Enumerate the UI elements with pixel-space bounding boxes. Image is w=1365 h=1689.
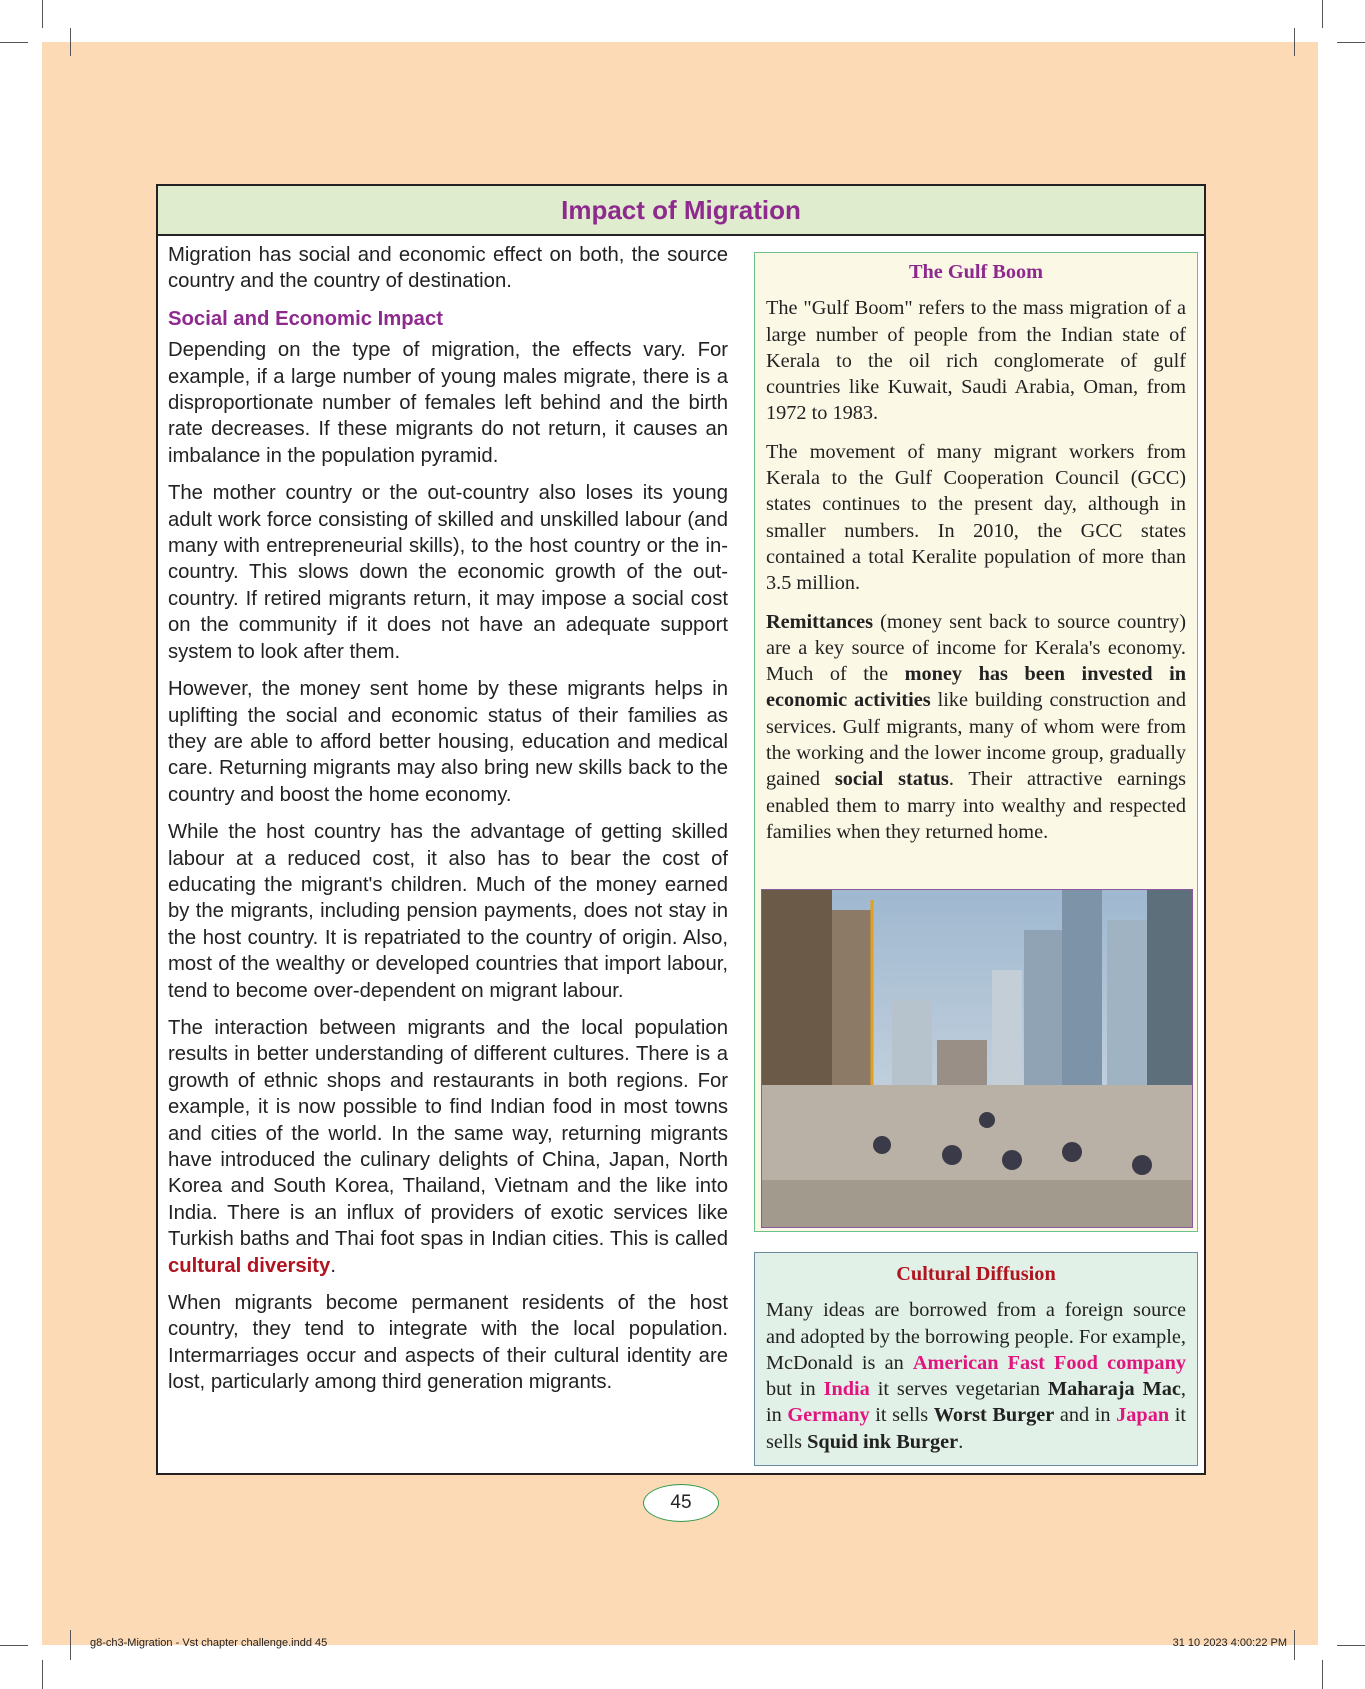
slug-date: 31 10 2023 4:00:22 PM (1172, 1637, 1287, 1649)
text: The interaction between migrants and the local population results in better understanding of different cultures. There is a growth of ethnic shops and restaurants in both regions. For example, it is now possible to find Indian food in most towns and cities of the world. In the same way, returning migrants have introduced the culinary delights of China, Japan, North Korea and South Korea, Thailand, Vietnam and the like into India. There is an influx of providers of exotic services like Turkish baths and Thai foot spas in Indian cities. This is called (168, 1016, 728, 1251)
text: like building construction and services. Gulf migrants, many of whom were from the working and the lower income group, gradually gained (766, 689, 1186, 791)
cultural-diffusion-box (754, 1252, 1198, 1466)
section-heading: Social and Economic Impact (168, 307, 443, 330)
text: it sells (766, 1404, 1186, 1453)
crop-mark (70, 28, 71, 56)
bold-term: Remittances (766, 610, 874, 633)
slug-filename: g8-ch3-Migration - Vst chapter challenge.indd 45 (90, 1637, 328, 1649)
key-term: cultural diversity (168, 1254, 331, 1277)
crop-mark (42, 0, 43, 28)
text: . (330, 1254, 336, 1277)
text: , in (766, 1378, 1186, 1427)
crop-mark (70, 1630, 71, 1660)
paragraph: Depending on the type of migration, the effects vary. For example, if a large number of young males migrate, there is a disproportionate number of females left behind and the birth rate decreases. If these migrants do not return, it causes an imbalance in the population pyramid. (168, 339, 728, 467)
intro-paragraph: Migration has social and economic effect on both, the source country and the country of destination. (168, 244, 728, 293)
paragraph (766, 609, 1186, 846)
crop-mark (1337, 1645, 1365, 1646)
crop-mark (1294, 1630, 1295, 1660)
text: it serves vegetarian (869, 1378, 1048, 1401)
gulf-boom-box (754, 252, 1198, 1232)
crop-mark (1294, 28, 1295, 56)
bold-term: Maharaja Mac (1047, 1378, 1181, 1401)
bold-term: money has been invested in economic activities (766, 663, 1186, 712)
highlight: India (823, 1378, 870, 1401)
crop-mark (42, 1660, 43, 1689)
page-title: Impact of Migration (561, 194, 801, 225)
text: (money sent back to source country) are a key source of income for Kerala's economy. Much of the (766, 610, 1186, 686)
paragraph: While the host country has the advantage of getting skilled labour at a reduced cost, it also has to bear the cost of educating the migrant's children. Much of the money earned by the migrants, including pension payments, does not stay in the host country. It is repatriated to the country of origin. Also, most of the wealthy or developed countries that import labour, tend to become over-dependent on migrant labour. (168, 821, 728, 1002)
paragraph: The mother country or the out-country also loses its young adult work force consisting of skilled and unskilled labour (and many with entrepreneurial skills), to the host country or the in-country. This slows down the economic growth of the out-country. If retired migrants return, it may impose a social cost on the community if it does not have an adequate support system to look after them. (168, 482, 728, 663)
bold-term: Squid ink Burger (807, 1430, 959, 1453)
paragraph: The movement of many migrant workers from Kerala to the Gulf Cooperation Council (GCC) states continues to the present day, although in smaller numbers. In 2010, the GCC states contained a total Keralite population of more than 3.5 million. (766, 440, 1186, 595)
main-column (168, 242, 728, 1407)
text: . (958, 1430, 964, 1453)
paragraph: The "Gulf Boom" refers to the mass migration of a large number of people from the Indian state of Kerala to the oil rich conglomerate of gulf countries like Kuwait, Saudi Arabia, Oman, from 1972 to 1983. (766, 297, 1186, 425)
text: . Their attractive earnings enabled them to marry into wealthy and respected families when they returned home. (766, 768, 1186, 843)
crop-mark (0, 1645, 28, 1646)
text: it sells (869, 1404, 934, 1427)
page-number: 45 (643, 1484, 719, 1522)
highlight: American Fast Food company (912, 1351, 1186, 1374)
cultural-diffusion-title: Cultural Diffusion (896, 1263, 1056, 1285)
bold-term: Worst Burger (933, 1404, 1055, 1427)
paragraph (168, 1015, 728, 1279)
paragraph: However, the money sent home by these migrants helps in uplifting the social and economic status of their families as they are able to afford better housing, education and medical care. Returning migrants may also bring new skills back to the country and boost the home economy. (168, 678, 728, 806)
bold-term: social status (834, 768, 949, 791)
crop-mark (1337, 42, 1365, 43)
highlight: Germany (787, 1404, 870, 1427)
paragraph: When migrants become permanent residents of the host country, they tend to integrate with the local population. Intermarriages occur and aspects of their cultural identity are lost, particularly among third generation migrants. (168, 1292, 728, 1394)
gulf-boom-title: The Gulf Boom (908, 261, 1044, 283)
paragraph (766, 1297, 1186, 1455)
crop-mark (1322, 1660, 1323, 1689)
text: Many ideas are borrowed from a foreign source and adopted by the borrowing people. For example, McDonald is an (766, 1299, 1186, 1374)
title-bar (158, 186, 1204, 236)
highlight: Japan (1116, 1404, 1170, 1427)
crop-mark (0, 42, 28, 43)
crop-mark (1322, 0, 1323, 28)
text: and in (1054, 1404, 1117, 1427)
gulf-construction-photo (761, 889, 1193, 1228)
text: but in (766, 1378, 824, 1401)
content-box (156, 184, 1206, 1475)
